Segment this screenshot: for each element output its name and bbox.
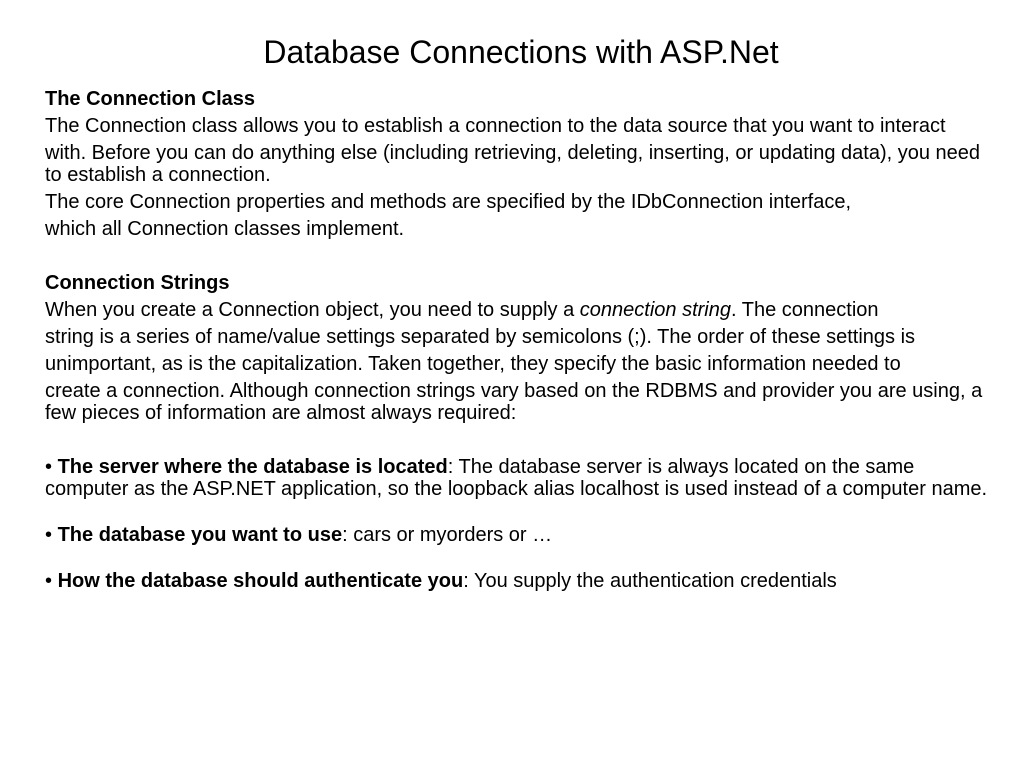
section-heading-connection-strings: Connection Strings [45,272,230,294]
connection-class-line-4: which all Connection classes implement. [45,218,405,240]
bullet-marker: • [45,456,53,478]
bullet-text-database: : cars or myorders or … [342,524,553,546]
bullet-term-authentication: How the database should authenticate you [57,570,464,592]
connection-strings-line-3: unimportant, as is the capitalization. Taken together, they specify the basic information needed to [45,353,901,375]
connection-strings-line-1 [45,299,995,321]
bullet-marker: • [45,570,53,592]
connection-string-term: connection string [579,299,731,321]
section-heading-connection-class: The Connection Class [45,88,256,110]
bullet-text-authentication: : You supply the authentication credentials [463,570,837,592]
bullet-item-database [45,524,995,546]
connection-class-line-3: The core Connection properties and methods are specified by the IDbConnection interface, [45,191,852,213]
bullet-term-database: The database you want to use [57,524,343,546]
connection-strings-line-4: create a connection. Although connection strings vary based on the RDBMS and provider you are using, a few pieces of information are almost always required: [45,380,983,424]
connection-class-line-1: The Connection class allows you to establish a connection to the data source that you want to interact [45,115,946,137]
connection-strings-line-1-pre: When you create a Connection object, you need to supply a [45,299,580,321]
connection-strings-line-2: string is a series of name/value settings separated by semicolons (;). The order of these settings is [45,326,916,348]
slide-body [45,88,995,592]
bullet-marker: • [45,524,53,546]
bullet-item-authentication [45,570,995,592]
bullet-item-server [45,456,995,500]
bullet-text-server: : The database server is always located on the same computer as the ASP.NET application, so the loopback alias localhost is used instead of a computer name. [45,456,988,500]
slide-title: Database Connections with ASP.Net [263,34,779,70]
bullet-term-server: The server where the database is located [57,456,448,478]
connection-class-line-2: with. Before you can do anything else (including retrieving, deleting, inserting, or updating data), you need to establish a connection. [45,142,981,186]
connection-strings-line-1-post: . The connection [731,299,879,321]
